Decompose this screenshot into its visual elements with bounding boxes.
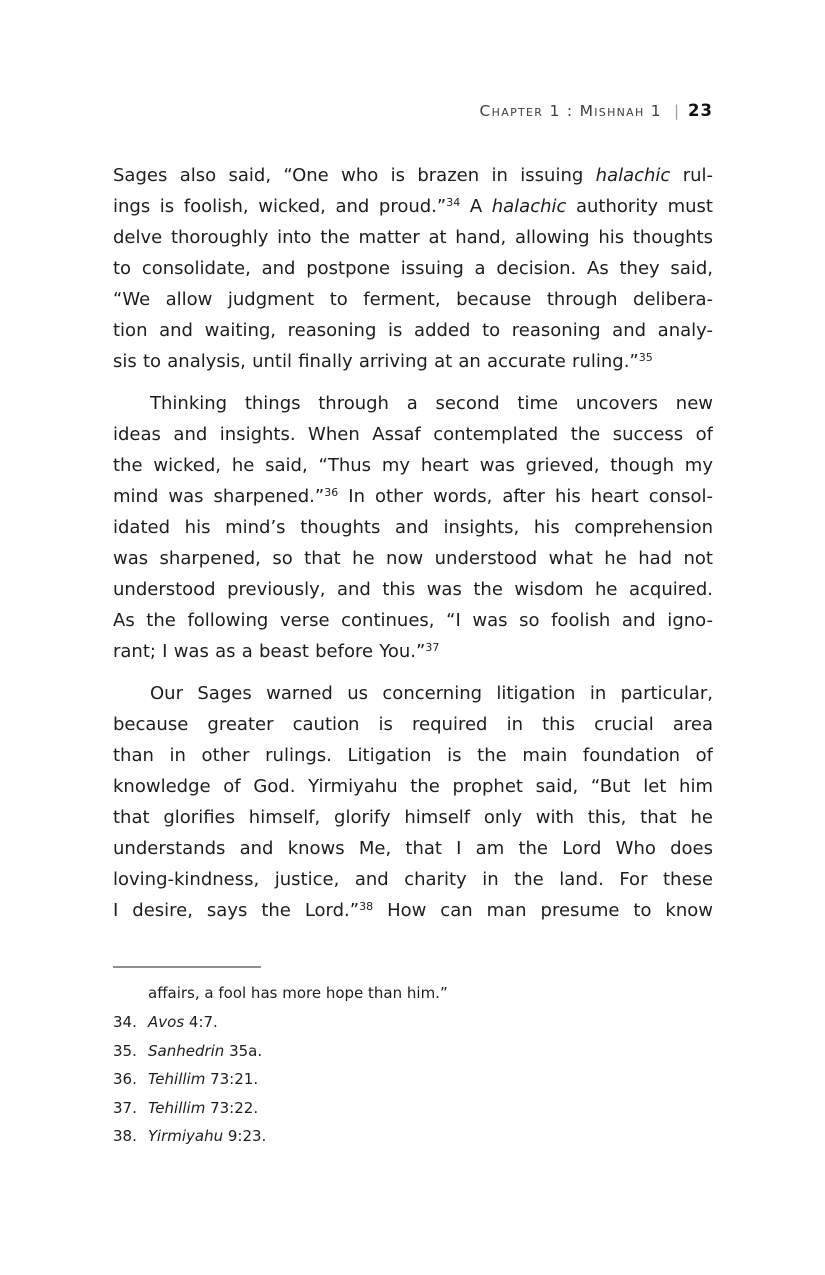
text-line [113, 709, 713, 740]
text-line [113, 315, 713, 346]
text-segment: Sages also said, “One who is brazen in issuing [113, 165, 596, 186]
footnote-continuation: affairs, a fool has more hope than him.” [148, 984, 448, 1002]
text-segment: 35a. [224, 1041, 263, 1060]
text-segment: In other words, after his heart consol- [338, 486, 713, 507]
italic-text: halachic [491, 196, 567, 217]
text-segment: knowledge of God. Yirmiyahu the prophet said, “But let him [113, 776, 713, 797]
text-segment: 73:22. [205, 1098, 259, 1117]
text-line [113, 191, 713, 222]
footnote-list [113, 1012, 713, 1146]
page-header [113, 101, 713, 120]
footnote-text [148, 1126, 266, 1146]
text-line [113, 771, 713, 802]
text-segment: ideas and insights. When Assaf contemplated the success of [113, 424, 713, 445]
footnote-number: 37. [113, 1098, 137, 1117]
text-segment: rant; I was as a beast before You.” [113, 641, 426, 662]
text-line [113, 346, 713, 377]
text-line [113, 481, 713, 512]
text-line [113, 574, 713, 605]
text-line [113, 605, 713, 636]
footnote-number: 38. [113, 1127, 137, 1145]
header-separator-bar: | [673, 102, 680, 120]
text-line [113, 543, 713, 574]
text-line [113, 388, 713, 419]
footnote-number: 34. [113, 1013, 137, 1031]
text-segment: “We allow judgment to ferment, because through delibera- [113, 289, 713, 310]
footnote-separator-rule [113, 966, 261, 968]
text-segment: mind was sharpened.” [113, 486, 325, 507]
text-line [113, 160, 713, 191]
text-segment: A [460, 196, 492, 217]
footnote-text [148, 1012, 218, 1032]
text-segment: loving-kindness, justice, and charity in the land. For these [113, 869, 713, 890]
text-segment: understands and knows Me, that I am the Lord Who does [113, 838, 713, 859]
paragraph [113, 678, 713, 926]
footnote-reference: 34 [446, 196, 461, 209]
text-line [113, 864, 713, 895]
text-line [113, 450, 713, 481]
text-segment: I desire, says the Lord.” [113, 900, 360, 921]
footnote-reference: 36 [324, 486, 339, 499]
footnote-number: 36. [113, 1070, 137, 1088]
footnote-text [148, 1069, 258, 1089]
text-segment: As the following verse continues, “I was so foolish and igno- [113, 610, 713, 631]
text-segment: the wicked, he said, “Thus my heart was grieved, though my [113, 455, 713, 476]
footnote-item [113, 1012, 713, 1032]
text-segment: to consolidate, and postpone issuing a decision. As they said, [113, 258, 713, 279]
footnote-item [113, 1098, 713, 1118]
footnote-text [148, 1098, 258, 1118]
text-segment: ings is foolish, wicked, and proud.” [113, 196, 447, 217]
text-segment: Thinking things through a second time uncovers new [150, 393, 713, 414]
footnote-reference: 38 [359, 900, 374, 913]
footnote-item [113, 1126, 713, 1146]
text-segment: 73:21. [205, 1070, 259, 1088]
text-segment: rul- [670, 165, 713, 186]
text-line [113, 636, 713, 667]
text-line [113, 740, 713, 771]
paragraph [113, 160, 713, 377]
text-segment: idated his mind’s thoughts and insights, his comprehension [113, 517, 713, 538]
footnote-reference: 35 [638, 351, 653, 364]
footnote-item [113, 1069, 713, 1089]
text-segment: 4:7. [184, 1013, 218, 1031]
text-segment: 9:23. [223, 1127, 267, 1145]
text-segment: that glorifies himself, glorify himself only with this, that he [113, 807, 713, 828]
text-line [113, 284, 713, 315]
text-segment: understood previously, and this was the wisdom he acquired. [113, 579, 713, 600]
text-segment: because greater caution is required in this crucial area [113, 714, 713, 735]
footnote-reference: 37 [425, 641, 440, 654]
text-line [113, 222, 713, 253]
footnote-item [113, 1041, 713, 1061]
italic-text: Tehillim [148, 1070, 206, 1088]
text-segment: Our Sages warned us concerning litigation in particular, [150, 683, 713, 704]
text-line [113, 802, 713, 833]
text-segment: authority must [566, 196, 713, 217]
text-segment: sis to analysis, until finally arriving at an accurate ruling.” [113, 351, 639, 372]
footnote-number: 35. [113, 1041, 137, 1060]
italic-text: Yirmiyahu [148, 1127, 224, 1145]
text-line [113, 678, 713, 709]
text-line [113, 419, 713, 450]
footnotes-section [113, 966, 713, 1155]
paragraph [113, 388, 713, 667]
italic-text: halachic [595, 165, 671, 186]
text-line [113, 895, 713, 926]
text-line [113, 833, 713, 864]
text-line [113, 512, 713, 543]
text-segment: was sharpened, so that he now understood what he had not [113, 548, 713, 569]
footnote-text [148, 1041, 262, 1061]
text-line [113, 253, 713, 284]
page-number: 23 [688, 101, 713, 120]
italic-text: Tehillim [148, 1098, 206, 1117]
body-text [113, 160, 713, 926]
chapter-heading: Chapter 1 : Mishnah 1 [479, 102, 662, 120]
italic-text: Avos [148, 1013, 185, 1031]
italic-text: Sanhedrin [148, 1041, 225, 1060]
text-segment: tion and waiting, reasoning is added to reasoning and analy- [113, 320, 713, 341]
text-segment: than in other rulings. Litigation is the main foundation of [113, 745, 713, 766]
text-segment: delve thoroughly into the matter at hand, allowing his thoughts [113, 227, 713, 248]
text-segment: How can man presume to know [373, 900, 713, 921]
